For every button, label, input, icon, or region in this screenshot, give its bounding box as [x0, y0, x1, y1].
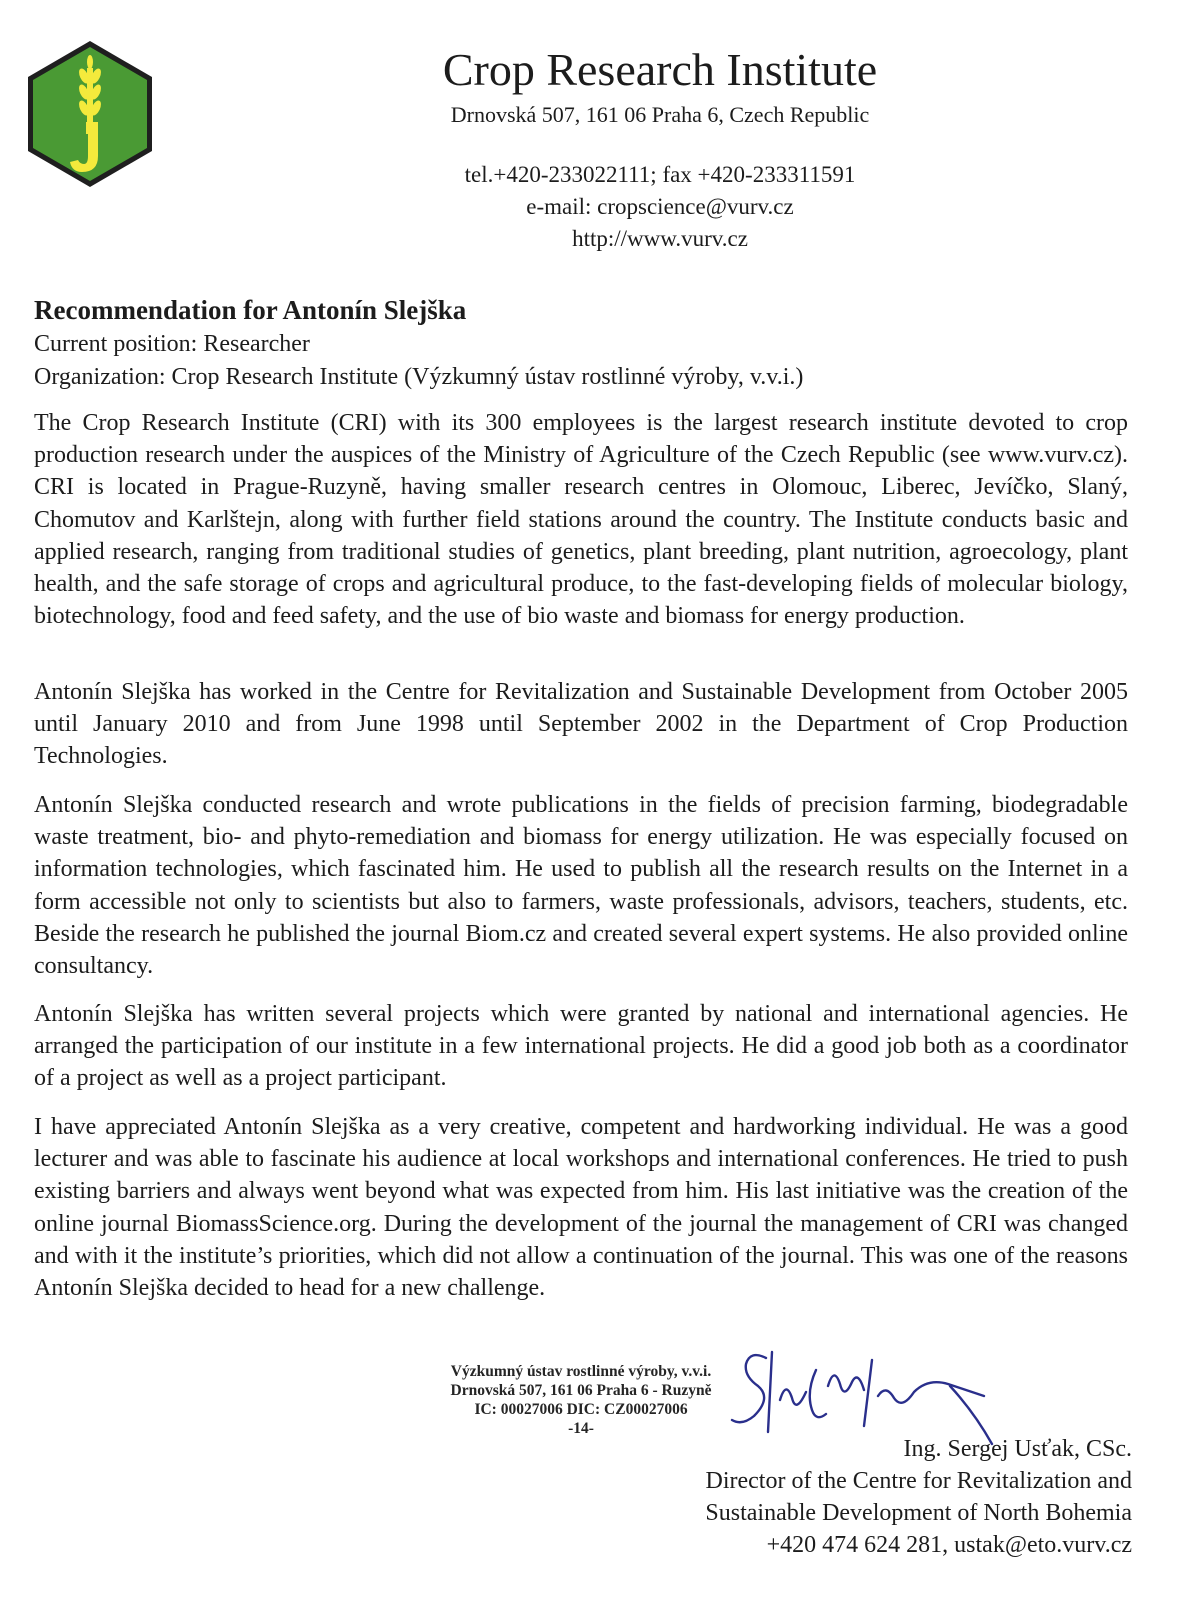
stamp-line: Drnovská 507, 161 06 Praha 6 - Ruzyně — [450, 1382, 712, 1399]
paragraph-institute-overview: The Crop Research Institute (CRI) with its 300 employees is the largest research institute devoted to crop production research under the auspices of the Ministry of Agriculture of the Czech Republic (see www.vurv.cz). CRI is located in Prague-Ruzyně, having smaller research centres in Olomouc, Liberec, Jevíčko, Slaný, Chomutov and Karlštejn, along with further field stations around the country. The Institute conducts basic and applied research, ranging from traditional studies of genetics, plant breeding, plant nutrition, agroecology, plant health, and the safe storage of crops and agricultural produce, to the fast-developing fields of molecular biology, biotechnology, food and feed safety, and the use of bio waste and biomass for energy production. — [34, 410, 1128, 630]
stamp-line: -14- — [568, 1420, 594, 1437]
signatory-role-line-2: Sustainable Development of North Bohemia — [705, 1500, 1132, 1526]
organization-name: Crop Research Institute — [442, 44, 878, 95]
paragraph-employment-period: Antonín Slejška has worked in the Centre for Revitalization and Sustainable Development from October 2005 until January 2010 and from June 1998 until September 2002 in the Department of Crop Production Technologies. — [34, 679, 1128, 770]
organization-phone-fax: tel.+420-233022111; fax +420-233311591 — [464, 162, 856, 187]
signatory-name: Ing. Sergej Usťak, CSc. — [903, 1436, 1132, 1462]
stamp-line: Výzkumný ústav rostlinné výroby, v.v.i. — [450, 1363, 712, 1380]
organization-website: http://www.vurv.cz — [572, 226, 748, 251]
organization-email: e-mail: cropscience@vurv.cz — [526, 194, 794, 219]
signatory-role-line-1: Director of the Centre for Revitalization and — [705, 1468, 1132, 1494]
stamp-line: IC: 00027006 DIC: CZ00027006 — [474, 1401, 688, 1418]
letter-title: Recommendation for Antonín Slejška — [34, 295, 467, 325]
paragraph-projects: Antonín Slejška has written several projects which were granted by national and international agencies. He arranged the participation of our institute in a few international projects. He did a good job both as a coordinator of a project as well as a project participant. — [34, 1001, 1128, 1092]
organization-address: Drnovská 507, 161 06 Praha 6, Czech Republic — [450, 102, 870, 127]
current-position: Current position: Researcher — [34, 331, 310, 357]
signatory-contact: +420 474 624 281, ustak@eto.vurv.cz — [766, 1532, 1132, 1558]
wheat-ear-hexagon-icon — [24, 38, 156, 190]
organization-line: Organization: Crop Research Institute (Výzkumný ústav rostlinné výroby, v.v.i.) — [34, 364, 804, 390]
paragraph-appreciation: I have appreciated Antonín Slejška as a very creative, competent and hardworking individual. He was a good lecturer and was able to fascinate his audience at local workshops and international conferences. He tried to push existing barriers and always went beyond what was expected from him. His last initiative was the creation of the online journal BiomassScience.org. During the development of the journal the management of CRI was changed and with it the institute’s priorities, which did not allow a continuation of the journal. This was one of the reasons Antonín Slejška decided to head for a new challenge. — [34, 1114, 1128, 1302]
paragraph-research-areas: Antonín Slejška conducted research and wrote publications in the fields of precision farming, biodegradable waste treatment, bio- and phyto-remediation and biomass for energy utilization. He was especially focused on information technologies, which fascinated him. He used to publish all the research results on the Internet in a form accessible not only to scientists but also to farmers, waste professionals, advisors, teachers, students, etc. Beside the research he published the journal Biom.cz and created several expert systems. He also provided online consultancy. — [34, 792, 1128, 980]
